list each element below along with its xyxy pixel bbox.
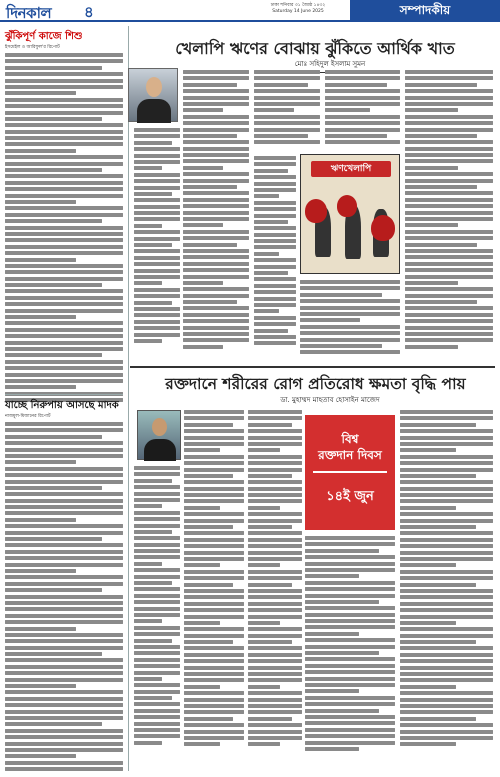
- date-line: [258, 3, 338, 15]
- second-body-col3: [305, 536, 395, 768]
- second-byline: ডা. মুহাম্মদ মাহতাব হোসাইন মাজেদ: [280, 396, 380, 404]
- date-bangla: ঢাকা শনিবার ৩১ জ্যৈষ্ঠ ১৪৩২: [270, 3, 326, 8]
- story-left-bottom: [5, 399, 123, 777]
- lead-body-col2b: [254, 156, 296, 360]
- doctor-photo: [137, 410, 181, 460]
- story-body: [5, 53, 123, 425]
- story-title[interactable]: ঝুঁকিপূর্ণ কাজে শিশু: [5, 30, 123, 43]
- story-body: [5, 422, 123, 777]
- debt-cartoon: [300, 154, 400, 274]
- poster-title: [305, 431, 395, 463]
- poster-line1: বিশ্ব: [341, 432, 359, 446]
- lead-byline: মোঃ সহিদুল ইসলাম সুমন: [250, 58, 410, 73]
- lead-body-col4: [405, 70, 493, 360]
- second-body-col2: [248, 410, 302, 768]
- cartoon-label: ঋণখেলাপি: [311, 161, 391, 177]
- lead-body-col3: [325, 70, 400, 150]
- lead-body-col0: [134, 128, 180, 360]
- blood-donation-poster: [305, 415, 395, 530]
- story-title[interactable]: যাচ্ছে নিরুপায় আসছে মাদক: [5, 400, 119, 411]
- author-photo: [128, 68, 178, 122]
- section-title: সম্পাদকীয়: [350, 0, 500, 20]
- column-rule: [128, 26, 129, 771]
- newspaper-logo[interactable]: দিনকাল: [6, 4, 52, 22]
- lead-body-under-cartoon: [300, 280, 400, 360]
- story-left-top: [5, 30, 123, 425]
- masthead: [0, 0, 500, 22]
- poster-line2: রক্তদান দিবস: [318, 448, 382, 462]
- story-byline: ইসমেইল ও আরিফুল'র রিপোর্ট: [5, 45, 60, 50]
- date-english: Saturday 14 June 2025: [272, 9, 324, 14]
- story-byline: নাজমুল-মিজানের রিপোর্ট: [5, 414, 51, 419]
- second-headline[interactable]: রক্তদানে শরীরের রোগ প্রতিরোধ ক্ষমতা বৃদ্ধি পায়: [165, 375, 466, 393]
- poster-date: ১৪ই জুন: [326, 489, 374, 504]
- second-body-col0: [134, 466, 180, 768]
- divider: [5, 394, 123, 395]
- lead-body-col2: [254, 70, 320, 150]
- second-body-col4: [400, 410, 493, 768]
- page-number: ৪: [84, 3, 94, 21]
- second-body-col1: [184, 410, 244, 768]
- lead-headline[interactable]: খেলাপি ঋণের বোঝায় ঝুঁকিতে আর্থিক খাত: [175, 39, 455, 58]
- divider: [130, 366, 495, 368]
- lead-body-col1: [183, 70, 249, 360]
